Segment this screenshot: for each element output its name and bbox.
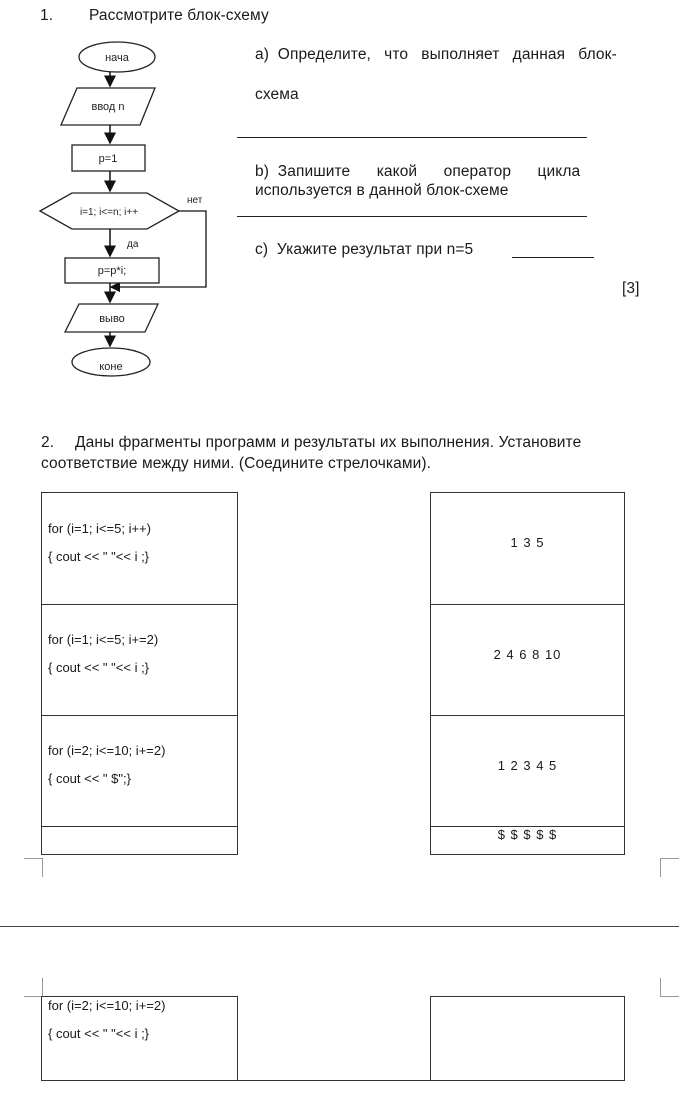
page-corner-mark xyxy=(24,858,43,877)
program-line: for (i=2; i<=10; i+=2) xyxy=(48,998,166,1013)
q1-a-answer-line[interactable] xyxy=(237,137,587,138)
result-value: 2 4 6 8 10 xyxy=(493,647,562,662)
flowchart-start-label: нача xyxy=(105,52,129,64)
program-line: { cout << " "<< i ;} xyxy=(48,660,150,675)
page-corner-mark xyxy=(660,978,679,997)
program-line: for (i=1; i<=5; i+=2) xyxy=(48,632,159,647)
page-corner-mark xyxy=(660,858,679,877)
page-corner-mark xyxy=(24,978,43,997)
flowchart-output-label: выво xyxy=(99,313,125,325)
table-bottom-rule xyxy=(237,1080,431,1081)
program-line: for (i=2; i<=10; i+=2) xyxy=(48,743,166,758)
q1-score: [3] xyxy=(622,280,640,297)
program-line: { cout << " $";} xyxy=(48,771,131,786)
q1-a-line2: схема xyxy=(255,86,299,103)
flowchart-body-label: p=p*i; xyxy=(97,265,127,277)
q1-number: 1. xyxy=(40,7,54,24)
result-value: 1 3 5 xyxy=(510,535,545,550)
flowchart-loop-label: i=1; i<=n; i++ xyxy=(79,207,139,218)
programs-table xyxy=(41,492,238,855)
q1-c-text: с) Укажите результат при n=5 xyxy=(255,241,474,258)
q1-title: Рассмотрите блок-схему xyxy=(89,7,269,24)
results-table-continued[interactable] xyxy=(430,996,625,1081)
program-cell[interactable] xyxy=(42,826,237,855)
q2-line1: Даны фрагменты программ и результаты их выполнения. Установите xyxy=(75,434,582,451)
result-value: 1 2 3 4 5 xyxy=(497,758,558,773)
program-line: { cout << " "<< i ;} xyxy=(48,1026,150,1041)
flowchart-yes-label: да xyxy=(127,239,139,250)
program-cell[interactable] xyxy=(42,715,237,826)
program-cell[interactable] xyxy=(42,604,237,715)
result-cell[interactable] xyxy=(431,604,624,715)
result-cell[interactable] xyxy=(431,715,624,826)
q1-a-line1: а) Определите, что выполняет данная блок- xyxy=(255,46,617,63)
result-cell[interactable] xyxy=(431,826,624,855)
flowchart-end-label: коне xyxy=(99,361,123,373)
q2-line2: соответствие между ними. (Соедините стрелочками). xyxy=(41,455,432,472)
programs-table-continued xyxy=(41,996,238,1081)
flowchart-no-label: нет xyxy=(187,195,203,206)
flowchart-input-label: ввод n xyxy=(91,101,125,113)
flowchart-init-label: p=1 xyxy=(98,153,118,165)
result-value: $ $ $ $ $ xyxy=(497,827,558,842)
q1-b-line2: используется в данной блок-схеме xyxy=(255,182,509,199)
q1-c-answer-line[interactable] xyxy=(512,257,594,258)
program-line: { cout << " "<< i ;} xyxy=(48,549,150,564)
result-cell[interactable] xyxy=(431,493,624,604)
program-cell[interactable] xyxy=(42,493,237,604)
program-line: for (i=1; i<=5; i++) xyxy=(48,521,151,536)
page-break-line xyxy=(0,926,679,927)
q1-b-answer-line[interactable] xyxy=(237,216,587,217)
q2-number: 2. xyxy=(41,434,55,451)
results-table xyxy=(430,492,625,855)
q1-b-line1: b) Запишите какой оператор цикла xyxy=(255,163,581,180)
